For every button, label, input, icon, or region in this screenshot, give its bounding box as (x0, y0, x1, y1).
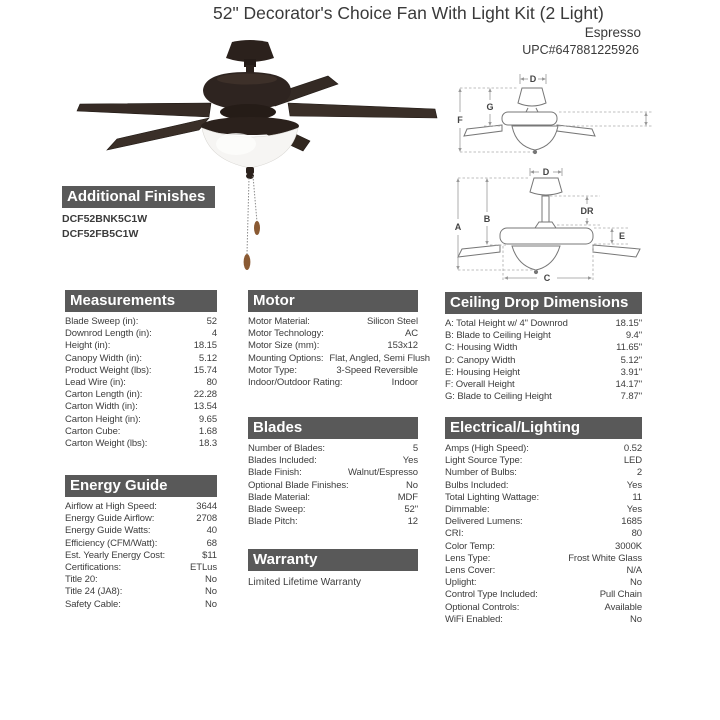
spec-value: MDF (397, 491, 418, 503)
spec-row (445, 565, 642, 577)
spec-value: 15.74 (193, 364, 217, 376)
spec-row (65, 377, 217, 389)
spec-row (65, 501, 217, 513)
spec-row (248, 328, 418, 340)
spec-row (65, 414, 217, 426)
spec-value: 11.65" (616, 342, 642, 354)
dim-label-g: G (486, 102, 494, 112)
spec-row (65, 365, 217, 377)
spec-value: 1685 (621, 516, 642, 528)
ceiling-drop-section (445, 292, 642, 403)
dim-label-c: C (543, 273, 551, 283)
spec-label: D: Canopy Width (445, 354, 516, 366)
spec-value: 40 (206, 525, 217, 537)
electrical-lighting-table (445, 443, 642, 626)
spec-row (65, 538, 217, 550)
spec-value: Yes (626, 479, 642, 491)
spec-row (445, 342, 642, 354)
spec-label: Airflow at High Speed: (65, 501, 157, 512)
spec-row (248, 365, 418, 377)
spec-value: 12 (407, 516, 418, 528)
spec-value: Frost White Glass (568, 552, 642, 564)
spec-row (445, 480, 642, 492)
spec-row (65, 389, 217, 401)
spec-row (445, 330, 642, 342)
spec-value: Flat, Angled, Semi Flush (329, 352, 430, 364)
spec-label: B: Blade to Ceiling Height (445, 330, 551, 342)
spec-value: 7.87" (620, 391, 642, 403)
spec-row (248, 316, 418, 328)
spec-row (445, 355, 642, 367)
spec-row (445, 528, 642, 540)
spec-label: Downrod Length (in): (65, 328, 152, 340)
spec-value: 52" (404, 504, 418, 516)
spec-value: $11 (202, 549, 217, 561)
spec-row (445, 391, 642, 403)
finish-code: DCF52BNK5C1W (62, 213, 148, 225)
dim-label-b: B (483, 214, 491, 224)
spec-value: Pull Chain (599, 589, 642, 601)
flush-mount-diagram (440, 60, 710, 170)
dim-label-d: D (542, 167, 550, 177)
spec-row (65, 316, 217, 328)
spec-label: Color Temp: (445, 540, 495, 552)
spec-value: 52 (206, 316, 217, 327)
spec-label: Title 20: (65, 574, 98, 586)
spec-row (248, 455, 418, 467)
spec-value: 18.3 (198, 438, 217, 450)
spec-value: No (406, 479, 418, 491)
spec-row (445, 614, 642, 626)
spec-label: Number of Blades: (248, 443, 325, 454)
spec-label: Carton Weight (lbs): (65, 438, 148, 450)
additional-finishes-section (62, 186, 215, 241)
spec-label: Total Lighting Wattage: (445, 491, 539, 503)
spec-row (248, 492, 418, 504)
spec-value: 2708 (196, 513, 217, 525)
spec-value: 3000K (615, 540, 642, 552)
spec-value: No (205, 586, 217, 598)
upc-code: UPC#647881225926 (522, 43, 639, 57)
spec-value: 9.4" (625, 330, 642, 342)
ceiling-drop-table (445, 318, 642, 403)
spec-value: Silicon Steel (367, 316, 418, 327)
measurements-table (65, 316, 217, 450)
spec-row (65, 562, 217, 574)
spec-value: No (630, 577, 642, 589)
spec-row (65, 328, 217, 340)
spec-value: Yes (626, 504, 642, 516)
dim-label-dr: DR (580, 206, 594, 216)
spec-value: ETLus (190, 562, 217, 574)
spec-row (445, 379, 642, 391)
spec-label: Product Weight (lbs): (65, 364, 152, 376)
spec-label: E: Housing Height (445, 366, 520, 378)
spec-value: 3644 (196, 501, 217, 512)
spec-row (445, 443, 642, 455)
spec-value: 3.91" (620, 366, 642, 378)
spec-label: Motor Type: (248, 364, 297, 376)
spec-row (248, 480, 418, 492)
spec-label: Canopy Width (in): (65, 352, 142, 364)
spec-label: Est. Yearly Energy Cost: (65, 549, 166, 561)
spec-label: Certifications: (65, 562, 122, 574)
spec-row (445, 589, 642, 601)
spec-value: 18.15" (615, 318, 642, 329)
energy-guide-header: Energy Guide (65, 475, 217, 497)
spec-label: Height (in): (65, 340, 111, 352)
spec-row (65, 426, 217, 438)
finish-code: DCF52FB5C1W (62, 228, 139, 240)
spec-row (445, 553, 642, 565)
spec-value: 9.65 (198, 413, 217, 425)
spec-value: 18.15 (193, 340, 217, 352)
spec-label: Blade Sweep: (248, 504, 306, 516)
spec-label: A: Total Height w/ 4" Downrod (445, 318, 568, 329)
spec-row (445, 318, 642, 330)
spec-label: Lead Wire (in): (65, 377, 126, 389)
spec-row (445, 367, 642, 379)
spec-value: No (630, 613, 642, 625)
spec-value: 68 (206, 537, 217, 549)
spec-row (248, 516, 418, 528)
electrical-lighting-section (445, 417, 642, 626)
additional-finishes-header: Additional Finishes (62, 186, 215, 208)
spec-row (65, 340, 217, 352)
spec-value: 2 (636, 467, 642, 479)
electrical-lighting-header: Electrical/Lighting (445, 417, 642, 439)
warranty-text: Limited Lifetime Warranty (248, 577, 361, 588)
spec-label: Carton Width (in): (65, 401, 138, 413)
dim-label-d-flush: D (529, 74, 537, 84)
spec-value: 22.28 (193, 389, 217, 401)
finish-name: Espresso (584, 25, 641, 40)
spec-label: Amps (High Speed): (445, 443, 529, 454)
energy-guide-table (65, 501, 217, 611)
spec-value: 5.12" (620, 354, 642, 366)
spec-label: Lens Cover: (445, 565, 496, 577)
spec-value: 11 (632, 491, 642, 503)
blades-header: Blades (248, 417, 418, 439)
spec-row (248, 443, 418, 455)
spec-value: Indoor (391, 377, 418, 389)
spec-value: Walnut/Espresso (348, 467, 418, 479)
spec-row (65, 599, 217, 611)
spec-label: Number of Bulbs: (445, 467, 517, 479)
spec-label: CRI: (445, 528, 464, 540)
additional-finishes-list (62, 212, 215, 241)
spec-row (65, 574, 217, 586)
spec-label: Efficiency (CFM/Watt): (65, 537, 158, 549)
spec-label: C: Housing Width (445, 342, 518, 354)
spec-label: Carton Length (in): (65, 389, 143, 401)
spec-row (445, 455, 642, 467)
spec-label: Bulbs Included: (445, 479, 509, 491)
spec-value: 14.17" (615, 379, 642, 391)
spec-value: 5.12 (198, 352, 217, 364)
spec-label: Blade Material: (248, 491, 310, 503)
spec-row (445, 541, 642, 553)
spec-label: Blades Included: (248, 455, 317, 467)
spec-label: Blade Sweep (in): (65, 316, 139, 327)
measurements-section (65, 290, 217, 450)
spec-row (248, 377, 418, 389)
measurements-header: Measurements (65, 290, 217, 312)
spec-label: Light Source Type: (445, 455, 523, 467)
spec-value: No (205, 574, 217, 586)
spec-label: Dimmable: (445, 504, 490, 516)
spec-value: No (205, 598, 217, 610)
spec-label: Motor Technology: (248, 328, 324, 340)
spec-label: Motor Size (mm): (248, 340, 320, 352)
spec-label: Energy Guide Airflow: (65, 513, 155, 525)
spec-label: Optional Blade Finishes: (248, 479, 349, 491)
spec-label: Control Type Included: (445, 589, 538, 601)
spec-value: 4 (211, 328, 217, 340)
blades-table (248, 443, 418, 528)
spec-label: Energy Guide Watts: (65, 525, 151, 537)
motor-header: Motor (248, 290, 418, 312)
spec-value: 80 (631, 528, 642, 540)
spec-label: WiFi Enabled: (445, 613, 503, 625)
spec-row (445, 492, 642, 504)
spec-label: Optional Controls: (445, 601, 520, 613)
spec-label: Motor Material: (248, 316, 310, 327)
fan-product-image (60, 40, 440, 290)
spec-value: Available (604, 601, 642, 613)
ceiling-drop-header: Ceiling Drop Dimensions (445, 292, 642, 314)
page-title: 52" Decorator's Choice Fan With Light Kit (2 Light) (213, 3, 604, 23)
spec-label: Blade Finish: (248, 467, 302, 479)
spec-value: 3-Speed Reversible (336, 364, 418, 376)
spec-row (248, 340, 418, 352)
spec-label: Indoor/Outdoor Rating: (248, 377, 343, 389)
spec-value: 0.52 (623, 443, 642, 454)
spec-value: N/A (626, 565, 642, 577)
spec-value: 80 (206, 377, 217, 389)
dim-label-e: E (619, 231, 626, 241)
spec-label: Uplight: (445, 577, 477, 589)
spec-row (65, 550, 217, 562)
dim-label-f: F (457, 115, 463, 125)
downrod-mount-diagram (440, 166, 710, 291)
dim-label-a: A (454, 222, 462, 232)
motor-table (248, 316, 430, 389)
spec-label: Safety Cable: (65, 598, 121, 610)
spec-row (445, 516, 642, 528)
spec-row (65, 353, 217, 365)
spec-row (65, 438, 217, 450)
warranty-header: Warranty (248, 549, 418, 571)
spec-label: Blade Pitch: (248, 516, 298, 528)
spec-value: 153x12 (387, 340, 418, 352)
spec-value: Yes (402, 455, 418, 467)
spec-row (248, 352, 430, 365)
spec-value: AC (405, 328, 418, 340)
blades-section (248, 417, 418, 528)
spec-row (65, 586, 217, 598)
spec-label: F: Overall Height (445, 379, 515, 391)
spec-row (248, 504, 418, 516)
spec-row (445, 577, 642, 589)
spec-value: 5 (412, 443, 418, 454)
spec-value: LED (623, 455, 642, 467)
motor-section (248, 290, 430, 389)
spec-label: Lens Type: (445, 552, 491, 564)
spec-label: Carton Cube: (65, 425, 121, 437)
warranty-section (248, 549, 418, 588)
spec-row (65, 513, 217, 525)
spec-label: Carton Height (in): (65, 413, 141, 425)
spec-row (65, 525, 217, 537)
spec-row (445, 504, 642, 516)
spec-value: 1.68 (198, 425, 217, 437)
spec-label: G: Blade to Ceiling Height (445, 391, 552, 403)
spec-row (248, 467, 418, 479)
spec-label: Title 24 (JA8): (65, 586, 123, 598)
energy-guide-section (65, 475, 217, 611)
spec-value: 13.54 (193, 401, 217, 413)
spec-label: Delivered Lumens: (445, 516, 523, 528)
spec-row (445, 467, 642, 479)
spec-row (445, 602, 642, 614)
spec-label: Mounting Options: (248, 352, 324, 364)
spec-row (65, 401, 217, 413)
